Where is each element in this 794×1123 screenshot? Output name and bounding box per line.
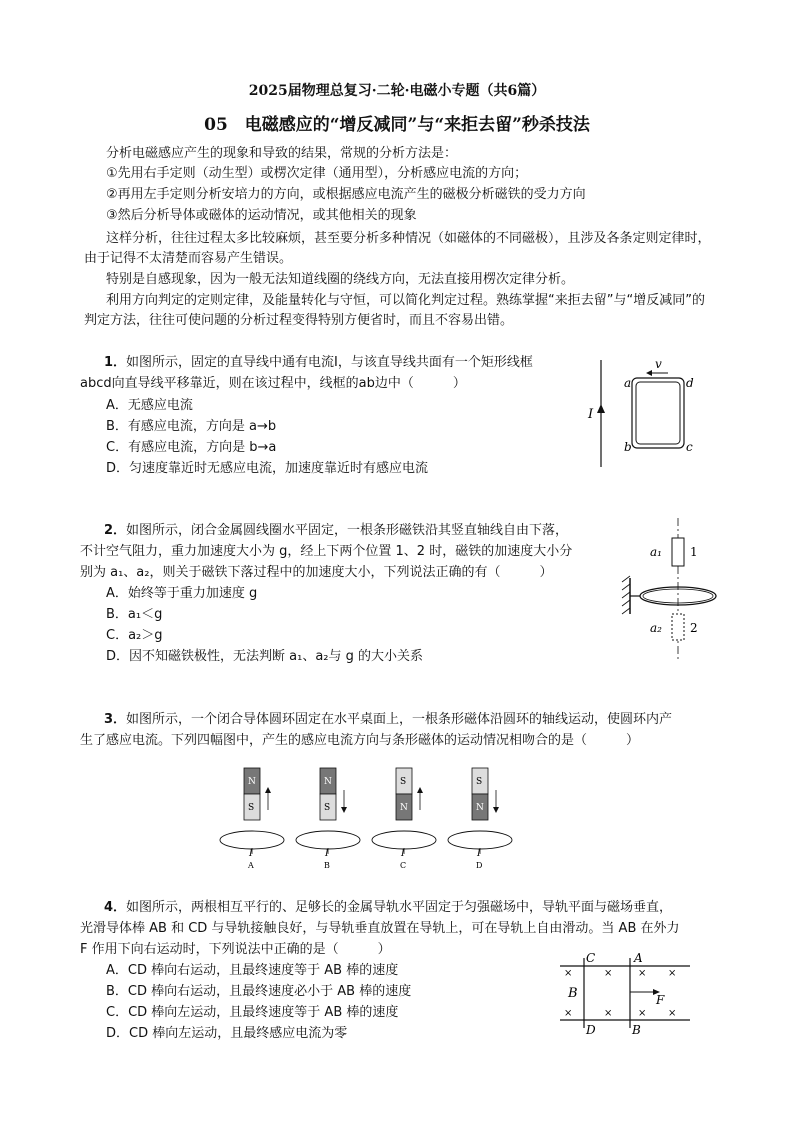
current-label: I <box>401 849 405 859</box>
panel-d <box>448 768 512 870</box>
ring <box>220 831 284 849</box>
question-4-stem-line-2: 光滑导体棒 AB 和 CD 与导轨接触良好，与导轨垂直放置在导轨上，可在导轨上自由滑动。当 AB 在外力 <box>80 921 680 936</box>
question-2-stem-line-3: 别为 a₁、a₂，则关于磁铁下落过程中的加速度大小，下列说法正确的有（ ） <box>80 565 553 580</box>
magnet-position-2 <box>672 614 684 640</box>
question-3-figure <box>210 760 520 875</box>
pole-top: S <box>400 777 407 787</box>
question-4-stem-line-3: F 作用下向右运动时，下列说法中正确的是（ ） <box>80 942 391 957</box>
question-4-option-b[interactable]: B．CD 棒向右运动，且最终速度必小于 AB 棒的速度 <box>106 984 412 999</box>
current-label: I <box>588 407 594 422</box>
position-2-label: 2 <box>690 621 698 635</box>
question-1-figure <box>580 352 710 472</box>
ring <box>448 831 512 849</box>
loop-outer <box>632 378 684 448</box>
cross-mark: × <box>564 1008 573 1019</box>
label-d: D <box>586 1023 596 1037</box>
question-3-stem-line-2: 生了感应电流。下列四幅图中，产生的感应电流方向与条形磁体的运动情况相吻合的是（ ） <box>80 733 640 748</box>
current-label: I <box>325 849 329 859</box>
motion-down-arrow-icon <box>341 807 347 813</box>
intro-step-1: ①先用右手定则（动生型）或楞次定律（通用型），分析感应电流的方向； <box>106 166 528 181</box>
a2-label: a₂ <box>650 621 662 635</box>
cross-mark: × <box>604 968 613 979</box>
velocity-label: v <box>655 357 662 371</box>
pole-bottom: S <box>324 803 331 813</box>
pole-bottom: S <box>248 803 255 813</box>
motion-down-arrow-icon <box>493 807 499 813</box>
position-1-label: 1 <box>690 545 698 559</box>
intro-step-2: ②再用左手定则分析安培力的方向，或根据感应电流产生的磁极分析磁铁的受力方向 <box>106 187 586 202</box>
lesson-title: 05 电磁感应的“增反减同”与“来拒去留”秒杀技法 <box>204 115 590 135</box>
question-1-stem-line-2: abcd向直导线平移靠近，则在该过程中，线框的ab边中（ ） <box>80 376 466 391</box>
intro-step-3: ③然后分析导体或磁体的运动情况，或其他相关的现象 <box>106 208 417 223</box>
label-c: C <box>586 952 596 965</box>
velocity-arrow-icon <box>646 370 652 376</box>
a1-label: a₁ <box>650 545 662 559</box>
question-2-stem-line-1: 2．如图所示，闭合金属圆线圈水平固定，一根条形磁铁沿其竖直轴线自由下落， <box>104 523 569 538</box>
question-2-figure <box>610 514 720 664</box>
cross-mark: × <box>604 1008 613 1019</box>
magnet-position-1 <box>672 538 684 566</box>
question-4-figure <box>556 952 696 1040</box>
ring <box>372 831 436 849</box>
series-title: 2025届物理总复习·二轮·电磁小专题（共6篇） <box>248 83 546 99</box>
question-1-stem-line-1: 1．如图所示，固定的直导线中通有电流I，与该直导线共面有一个矩形线框 <box>104 355 533 370</box>
cross-mark: × <box>668 968 677 979</box>
pole-top: S <box>476 777 483 787</box>
question-2-stem-line-2: 不计空气阻力，重力加速度大小为 g，经上下两个位置 1、2 时，磁铁的加速度大小分 <box>80 544 573 559</box>
intro-paragraph-4: 利用方向判定的定则定律，及能量转化与守恒，可以简化判定过程。熟练掌握“来拒去留”与“增反减同”的判定方法，往往可使问题的分析过程变得特别方便省时，而且不容易出错。 <box>84 293 705 328</box>
panel-c <box>372 768 436 870</box>
corner-b: b <box>624 440 632 454</box>
question-2-option-d[interactable]: D．因不知磁铁极性，无法判断 a₁、a₂与 g 的大小关系 <box>106 649 424 664</box>
pole-bottom: N <box>400 803 408 813</box>
question-2-option-a[interactable]: A．始终等于重力加速度 g <box>106 586 258 601</box>
current-label: I <box>477 849 481 859</box>
question-4-option-a[interactable]: A．CD 棒向右运动，且最终速度等于 AB 棒的速度 <box>106 963 399 978</box>
motion-up-arrow-icon <box>265 787 271 793</box>
question-1-option-b[interactable]: B．有感应电流，方向是 a→b <box>106 419 277 434</box>
current-label: I <box>249 849 253 859</box>
motion-up-arrow-icon <box>417 787 423 793</box>
panel-a <box>220 768 284 870</box>
cross-mark: × <box>564 968 573 979</box>
question-1-option-a[interactable]: A．无感应电流 <box>106 398 193 413</box>
pole-bottom: N <box>476 803 484 813</box>
panel-label: D <box>476 861 483 870</box>
panel-label: B <box>324 861 330 870</box>
pole-top: N <box>248 777 256 787</box>
pole-top: N <box>324 777 332 787</box>
panel-b <box>296 768 360 870</box>
question-4-option-d[interactable]: D．CD 棒向左运动，且最终感应电流为零 <box>106 1026 348 1041</box>
question-3-stem-line-1: 3．如图所示，一个闭合导体圆环固定在水平桌面上，一根条形磁体沿圆环的轴线运动，使圆环内产 <box>104 712 673 727</box>
label-b-rod: B <box>632 1023 641 1037</box>
question-4-stem-line-1: 4．如图所示，两根相互平行的、足够长的金属导轨水平固定于匀强磁场中，导轨平面与磁场垂直， <box>104 900 673 915</box>
corner-c: c <box>686 440 693 454</box>
intro-paragraph-3: 特别是自感现象，因为一般无法知道线圈的绕线方向，无法直接用楞次定律分析。 <box>106 272 575 287</box>
question-4-option-c[interactable]: C．CD 棒向左运动，且最终速度等于 AB 棒的速度 <box>106 1005 399 1020</box>
question-number: 1． <box>104 355 127 370</box>
panel-label: C <box>400 861 407 870</box>
force-label: F <box>656 993 665 1007</box>
panel-label: A <box>248 861 254 870</box>
cross-mark: × <box>668 1008 677 1019</box>
question-2-option-b[interactable]: B．a₁＜g <box>106 607 163 622</box>
cross-mark: × <box>638 968 647 979</box>
question-number: 4． <box>104 900 127 915</box>
question-2-option-c[interactable]: C．a₂＞g <box>106 628 163 643</box>
corner-d: d <box>686 376 694 390</box>
field-label: B <box>568 986 578 1001</box>
label-a: A <box>634 952 643 965</box>
current-arrow-icon <box>597 404 605 413</box>
intro-paragraph-2: 这样分析，往往过程太多比较麻烦，甚至要分析多种情况（如磁体的不同磁极），且涉及各条定则定律时，由于记得不太清楚而容易产生错误。 <box>84 231 711 266</box>
question-number: 3． <box>104 712 127 727</box>
ring <box>296 831 360 849</box>
question-1-option-d[interactable]: D．匀速度靠近时无感应电流，加速度靠近时有感应电流 <box>106 461 429 476</box>
loop-inner <box>636 382 680 444</box>
question-1-option-c[interactable]: C．有感应电流，方向是 b→a <box>106 440 277 455</box>
cross-mark: × <box>638 1008 647 1019</box>
question-number: 2． <box>104 523 127 538</box>
corner-a: a <box>624 376 632 390</box>
intro-line: 分析电磁感应产生的现象和导致的结果，常规的分析方法是： <box>106 146 458 161</box>
